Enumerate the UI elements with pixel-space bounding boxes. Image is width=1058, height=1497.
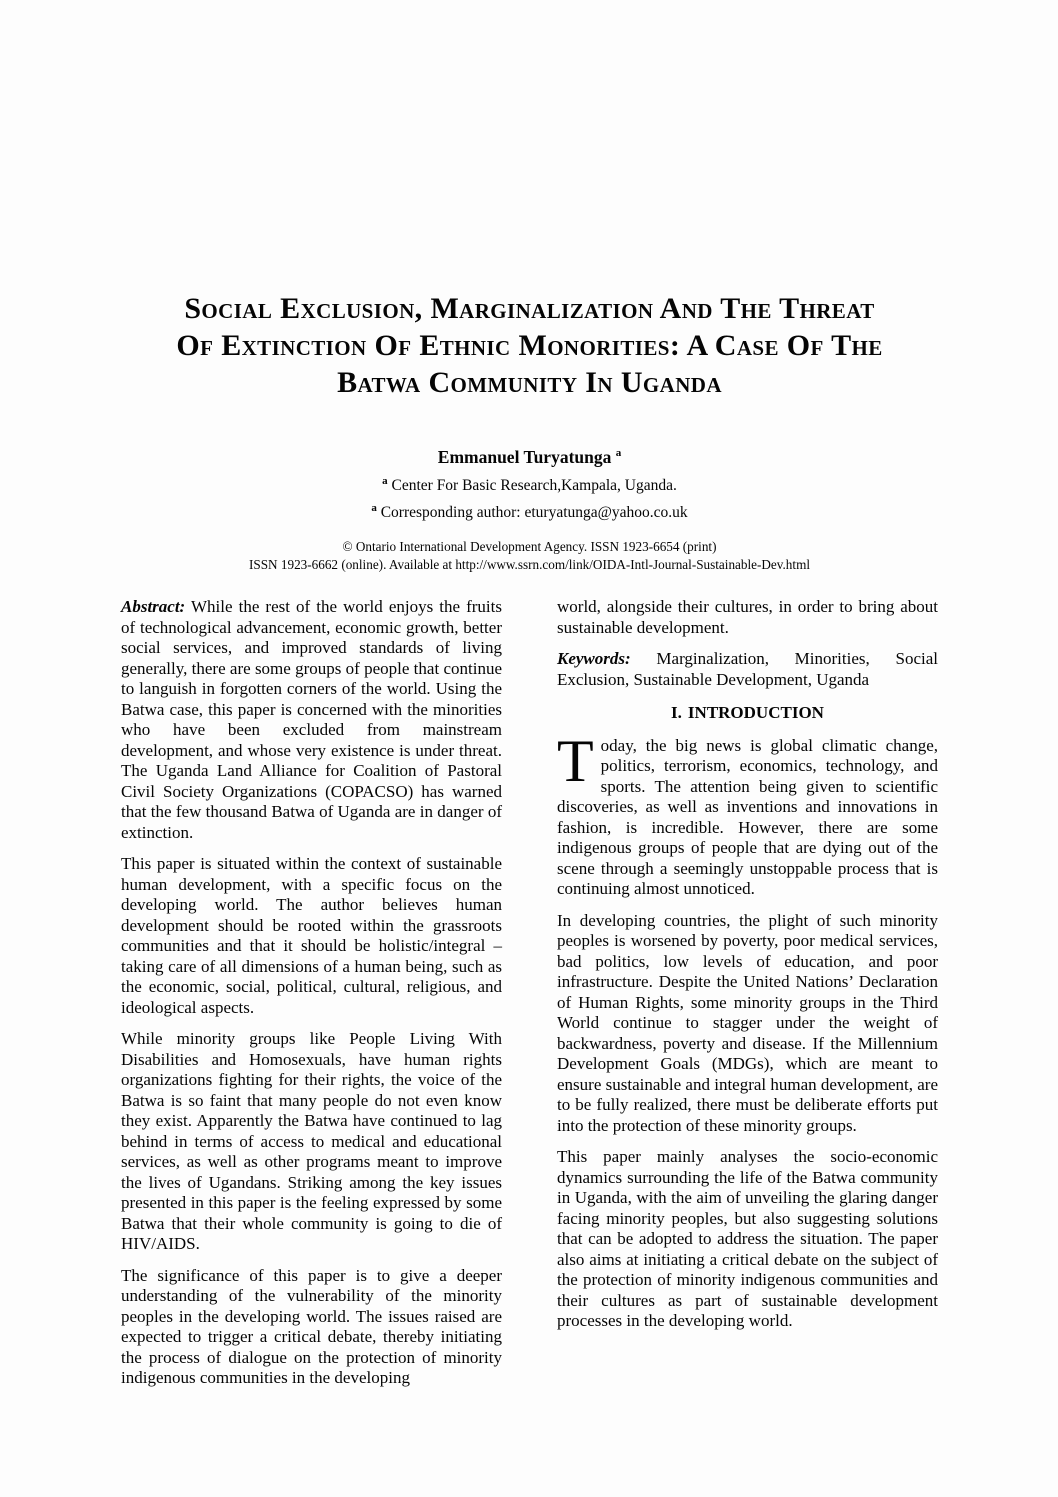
affiliation-line-2 bbox=[121, 497, 938, 524]
paper-title-line-1: Social Exclusion, Marginalization And The Threat bbox=[184, 292, 875, 326]
paper-title-line-2: Of Extinction Of Ethnic Monorities: A Case Of The bbox=[176, 329, 883, 363]
abstract-paragraph-1-text: While the rest of the world enjoys the fruits of technological advancement, economic growth, better social services, and improved standards of living generally, there are some groups of people that continue to languish in forgotten corners of the world. Using the Batwa case, this paper is concerned with the minorities who have been excluded from mainstream development, and whose very existence is under threat. The Uganda Land Alliance for Coalition of Pastoral Civil Society Organizations (COPACSO) has warned that the few thousand Batwa of Uganda are in danger of extinction. bbox=[121, 597, 502, 842]
journal-imprint bbox=[121, 538, 938, 573]
abstract-paragraph-3: While minority groups like People Living With Disabilities and Homosexuals, have human rights organizations fighting for their rights, the voice of the Batwa is so faint that many people do not even know they exist. Apparently the Batwa have continued to lag behind in terms of access to medical and educational services, as well as other programs meant to improve the lives of Ugandans. Striking among the key issues presented in this paper is the feeling expressed by some Batwa that their whole community is going to die of HIV/AIDS. bbox=[121, 1029, 502, 1254]
author-block bbox=[121, 442, 938, 524]
section-title: INTRODUCTION bbox=[687, 703, 824, 723]
affiliations bbox=[121, 470, 938, 524]
abstract-paragraph-2: This paper is situated within the context of sustainable human development, with a specific focus on the developing world. The author believes human development should be rooted within the grassroots communities and that it should be holistic/integral – taking care of all dimensions of a human being, such as the economic, social, political, cultural, religious, and ideological aspects. bbox=[121, 854, 502, 1017]
abstract-paragraph-1 bbox=[121, 597, 502, 843]
author-name-text: Emmanuel Turyatunga bbox=[437, 446, 612, 467]
section-number: I. bbox=[671, 703, 682, 723]
keywords-paragraph bbox=[557, 649, 938, 690]
introduction-paragraph-1 bbox=[557, 727, 938, 900]
affiliation-line-1 bbox=[121, 470, 938, 497]
abstract-paragraph-4-continuation: world, alongside their cultures, in order to bring about sustainable development. bbox=[557, 597, 938, 637]
section-heading-introduction bbox=[557, 703, 938, 724]
affiliation-2-marker: a bbox=[371, 502, 377, 515]
keywords-text: Marginalization, Minorities, Social Exclusion, Sustainable Development, Uganda bbox=[557, 649, 939, 689]
left-column bbox=[121, 597, 502, 1400]
two-column-body bbox=[121, 597, 938, 1400]
abstract-label: Abstract: bbox=[121, 597, 186, 617]
keywords-label: Keywords: bbox=[557, 649, 631, 669]
right-column bbox=[557, 597, 938, 1400]
introduction-paragraph-2: In developing countries, the plight of such minority peoples is worsened by poverty, poor medical services, bad politics, low levels of education, and poor infrastructure. Despite the United Nations’ Declaration of Human Rights, some minority groups in the Third World continue to stagger under the weight of backwardness, poverty and disease. If the Millennium Development Goals (MDGs), which are meant to ensure sustainable and integral human development, are to be fully realized, there must be deliberate efforts put into the protection of these minority groups. bbox=[557, 910, 938, 1135]
affiliation-2-text: Corresponding author: eturyatunga@yahoo.co.uk bbox=[380, 504, 688, 522]
paper-title-line-3: Batwa Community In Uganda bbox=[337, 366, 722, 400]
affiliation-1-marker: a bbox=[382, 474, 388, 487]
author-affiliation-marker: a bbox=[615, 447, 622, 460]
paper-title bbox=[121, 290, 938, 401]
imprint-line-2: ISSN 1923-6662 (online). Available at http://www.ssrn.com/link/OIDA-Intl-Journal-Sustainable-Dev.html bbox=[249, 556, 810, 572]
introduction-paragraph-3: This paper mainly analyses the socio-economic dynamics surrounding the life of the Batwa community in Uganda, with the aim of unveiling the glaring danger facing minority peoples, but also suggesting solutions that can be adopted to address the situation. The paper also aims at initiating a critical debate on the subject of the protection of minority indigenous communities and their cultures as part of sustainable development processes in the developing world. bbox=[557, 1147, 938, 1331]
imprint-line-1: © Ontario International Development Agency. ISSN 1923-6654 (print) bbox=[342, 539, 717, 555]
dropcap-letter: T bbox=[557, 727, 594, 794]
introduction-paragraph-1-text: oday, the big news is global climatic change, politics, terrorism, economics, technology, and sports. The attention being given to scientific discoveries, as well as inventions and innovations in fashion, is incredible. However, there are some indigenous groups of people that are dying out of the scene through a seemingly unstoppable process that is continuing almost unnoticed. bbox=[557, 735, 938, 899]
affiliation-1-text: Center For Basic Research,Kampala, Uganda. bbox=[391, 477, 677, 495]
abstract-paragraph-4: The significance of this paper is to give a deeper understanding of the vulnerability of the minority peoples in the developing world. The issues raised are expected to trigger a critical debate, thereby initiating the process of dialogue on the protection of minority indigenous communities in the developing bbox=[121, 1265, 502, 1388]
author-name bbox=[121, 442, 938, 468]
